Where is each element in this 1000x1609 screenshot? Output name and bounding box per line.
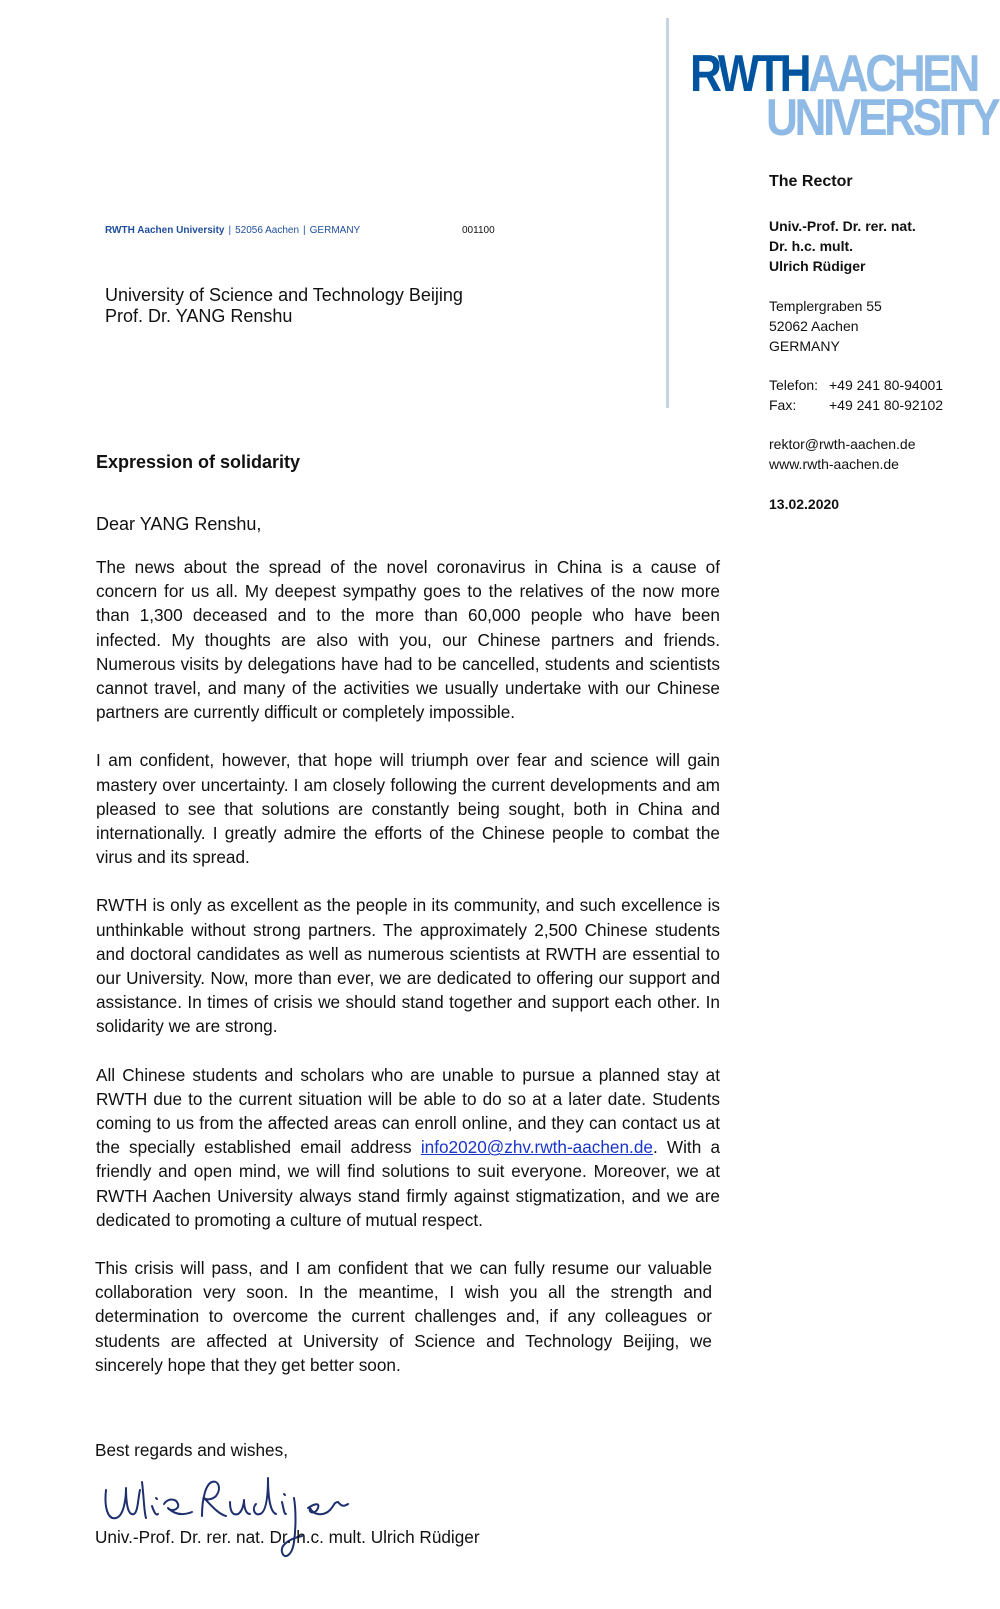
handwritten-signature [98, 1468, 378, 1564]
body-paragraph [96, 1063, 720, 1232]
fax-number: +49 241 80-92102 [829, 397, 944, 413]
signer-name: Univ.-Prof. Dr. rer. nat. Dr. h.c. mult. Ulrich Rüdiger [95, 1527, 480, 1547]
info-email-link[interactable]: info2020@zhv.rwth-aachen.de [420, 1137, 653, 1158]
phone-label: Telefon: [769, 377, 819, 393]
logo-university-text: UNIVERSITY [766, 89, 998, 147]
body-paragraph: RWTH is only as excellent as the people in its community, and such excellence is unthinkable without strong partners. The approximately 2,500 Chinese students and doctoral candidates as well as numerous scientists at RWTH are essential to our University. Now, more than ever, we are dedicated to offering our support and assistance. In times of crisis we should stand together and support each other. In solidarity we are strong. [96, 895, 720, 1037]
body-paragraph: This crisis will pass, and I am confident that we can fully resume our valuable collaboration very soon. In the meantime, I wish you all the strength and determination to overcome the current challenges and, if any colleagues or students are affected at University of Science and Technology Beijing, we sincerely hope that they get better soon. [95, 1258, 712, 1375]
letter-closing: Best regards and wishes, [95, 1440, 288, 1460]
address-city: 52062 Aachen [769, 318, 859, 334]
sender-org: RWTH Aachen University [105, 225, 225, 236]
body-paragraph: The news about the spread of the novel coronavirus in China is a cause of concern for us all. My deepest sympathy goes to the relatives of the now more than 1,300 deceased and to the more than 60,000 people who have been infected. My thoughts are also with you, our Chinese partners and friends. Numerous visits by delegations have had to be cancelled, students and scientists cannot travel, and many of the activities we usually undertake with our Chinese partners are currently difficult or completely impossible. [96, 557, 720, 723]
body-paragraph: I am confident, however, that hope will triumph over fear and science will gain mastery over uncertainty. I am closely following the current developments and am pleased to see that solutions are constantly being sought, both in China and internationally. I greatly admire the efforts of the Chinese people to combat the virus and its spread. [96, 750, 720, 868]
letter-subject: Expression of solidarity [96, 452, 301, 472]
rector-contact [769, 434, 916, 474]
paragraph-text: . With a friendly and open mind, we will find solutions to suit everyone. Moreover, we at RWTH Aachen University always stand firmly against stigmatization, and we are dedicated to promoting a culture of mutual respect. [96, 1137, 720, 1230]
header-divider [666, 18, 669, 408]
fax-label: Fax: [769, 397, 797, 413]
recipient-name: Prof. Dr. YANG Renshu [105, 306, 293, 326]
rector-email-link[interactable]: rektor@rwth-aachen.de [769, 436, 916, 452]
reference-number: 001100 [462, 225, 495, 236]
letter-date: 13.02.2020 [769, 496, 840, 512]
logo-rwth-text: RWTH [690, 45, 809, 103]
paragraph-text: All Chinese students and scholars who are unable to pursue a planned stay at RWTH due to the current situation will be able to do so at a later date. Students coming to us from the affected areas can enroll online, and they can contact us at the specially established email address [96, 1064, 720, 1158]
rector-address [769, 296, 882, 356]
letter-body [96, 555, 720, 1401]
rector-name-line: Ulrich Rüdiger [769, 258, 866, 274]
recipient-block [105, 285, 463, 327]
rector-name-block [769, 216, 916, 276]
address-country: GERMANY [769, 338, 840, 354]
rwth-logo [690, 45, 998, 147]
letter-salutation: Dear YANG Renshu, [96, 514, 262, 534]
sender-country: GERMANY [309, 225, 361, 236]
rector-website-link[interactable]: www.rwth-aachen.de [769, 456, 899, 472]
rector-title: The Rector [769, 173, 853, 190]
rector-name-line: Univ.-Prof. Dr. rer. nat. [769, 218, 916, 234]
rector-phone-block [769, 375, 943, 415]
sender-line: RWTH Aachen University | 52056 Aachen | GERMANY [105, 225, 361, 236]
logo-aachen-text: AACHEN [808, 45, 977, 103]
phone-number[interactable]: +49 241 80-94001 [829, 377, 944, 393]
rector-name-line: Dr. h.c. mult. [769, 238, 854, 254]
address-street: Templergraben 55 [769, 298, 882, 314]
recipient-institution: University of Science and Technology Beijing [105, 285, 463, 305]
sender-city: 52056 Aachen [235, 225, 300, 236]
